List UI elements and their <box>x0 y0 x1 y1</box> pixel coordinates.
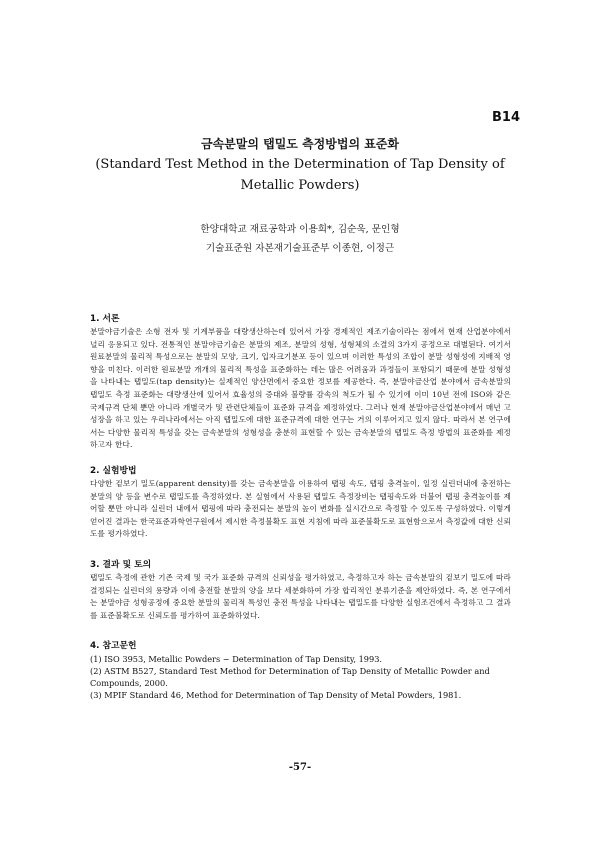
title-korean: 금속분말의 탭밀도 측정방법의 표준화 <box>200 137 399 151</box>
section-results <box>90 559 511 622</box>
section-heading: 4. 참고문헌 <box>90 641 137 652</box>
page-number: -57- <box>288 762 312 773</box>
section-references <box>90 640 511 701</box>
title-english: (Standard Test Method in the Determination of Tap Density of Metallic Powders) <box>95 157 505 193</box>
section-body: 분말야금기술은 소형 전자 및 기계부품을 대량생산하는데 있어서 가장 경제적인 제조기술이라는 점에서 현재 산업분야에서 널리 응용되고 있다. 전통적인 분말야금기술은 분말의 제조, 분말의 성형, 성형체의 소결의 3가지 공정으로 대별된다. 여기서 원료분말의 물리적 특성으로는 분말의 모양, 크기, 입자크기분포 등이 있으며 이러한 특성의 조합이 분말 성형성에 지배적 영향을 미친다. 이러한 원료분말 개개의 물리적 특성을 표준화하는 데는 많은 어려움과 과정들이 포함되기 때문에 분말 성형성을 나타내는 탭밀도(tap density)는 실제적인 양산면에서 중요한 정보를 제공한다. 즉, 분말야금산업 분야에서 금속분말의 탭밀도 측정 표준화는 대량생산에 있어서 효율성의 증대와 불량률 감속의 척도가 될 수 있기에 이미 10년 전에 ISO와 같은 국제규격 단체 뿐만 아니라 개별국가 및 관련단체들이 표준화 규격을 제정하였다. 그러나 현재 분말야금산업분야에서 매년 고성장을 하고 있는 우리나라에서는 아직 탭밀도에 대한 표준규격에 대한 연구는 거의 이루어지고 있지 않다. 따라서 본 연구에서는 다양한 물리적 특성을 갖는 금속분말의 성형성을 충분히 표현할 수 있는 금속분말의 탭밀도 측정 방법의 표준화를 제정하고자 한다. <box>90 327 511 450</box>
section-heading: 1. 서론 <box>90 314 120 324</box>
reference-item: (3) MPIF Standard 46, Method for Determination of Tap Density of Metal Powders, 1981. <box>90 690 462 701</box>
reference-item: (1) ISO 3953, Metallic Powders − Determination of Tap Density, 1993. <box>90 654 383 665</box>
section-heading: 2. 실험방법 <box>90 465 137 476</box>
section-body: 다양한 겉보기 밀도(apparent density)를 갖는 금속분말을 이용하여 탭핑 속도, 탭핑 충격높이, 일정 실린더내에 충전하는 분말의 양 등을 변수로 탭밀도를 측정하였다. 본 실험에서 사용된 탭밀도 측정장비는 탭핑속도와 더불어 탭핑 충격높이를 제어할 뿐만 아니라 실린더 내에서 탭핑에 따라 충전되는 분말의 높이 변화를 실시간으로 측정할 수 있도록 구성하였다. 이렇게 얻어진 결과는 한국표준과학연구원에서 제시한 측정불확도 표현 지침에 따라 표준불확도로 표현함으로서 측정값에 대한 신뢰도를 평가하였다. <box>90 478 511 539</box>
authors-block <box>90 220 510 258</box>
author-line-1: 한양대학교 재료공학과 이용희*, 김순욱, 문인형 <box>200 224 400 235</box>
reference-item: (2) ASTM B527, Standard Test Method for Determination of Tap Density of Metallic Powder and Compounds, 2000. <box>90 666 490 689</box>
section-body: 탭밀도 측정에 관한 기존 국제 및 국가 표준화 규격의 신뢰성을 평가하였고, 측정하고자 하는 금속분말의 겉보기 밀도에 따라 결정되는 실린더의 용량과 이에 충전할 분말의 양을 보다 세분화하여 가장 합리적인 분류기준을 제안하였다. 즉, 본 연구에서는 분말야금 성형공정에 중요한 분말의 물리적 특성인 충전 특성을 나타내는 탭밀도를 다양한 실험조건에서 측정하고 그 결과를 표준불확도로 신뢰도를 평가하여 표준화하였다. <box>90 572 511 620</box>
section-introduction <box>90 313 511 452</box>
author-line-2: 기술표준원 자본재기술표준부 이종현, 이정근 <box>205 243 395 254</box>
sections <box>90 313 511 714</box>
paper-code: B14 <box>492 110 520 125</box>
section-heading: 3. 결과 및 토의 <box>90 559 152 570</box>
section-methods <box>90 465 511 541</box>
